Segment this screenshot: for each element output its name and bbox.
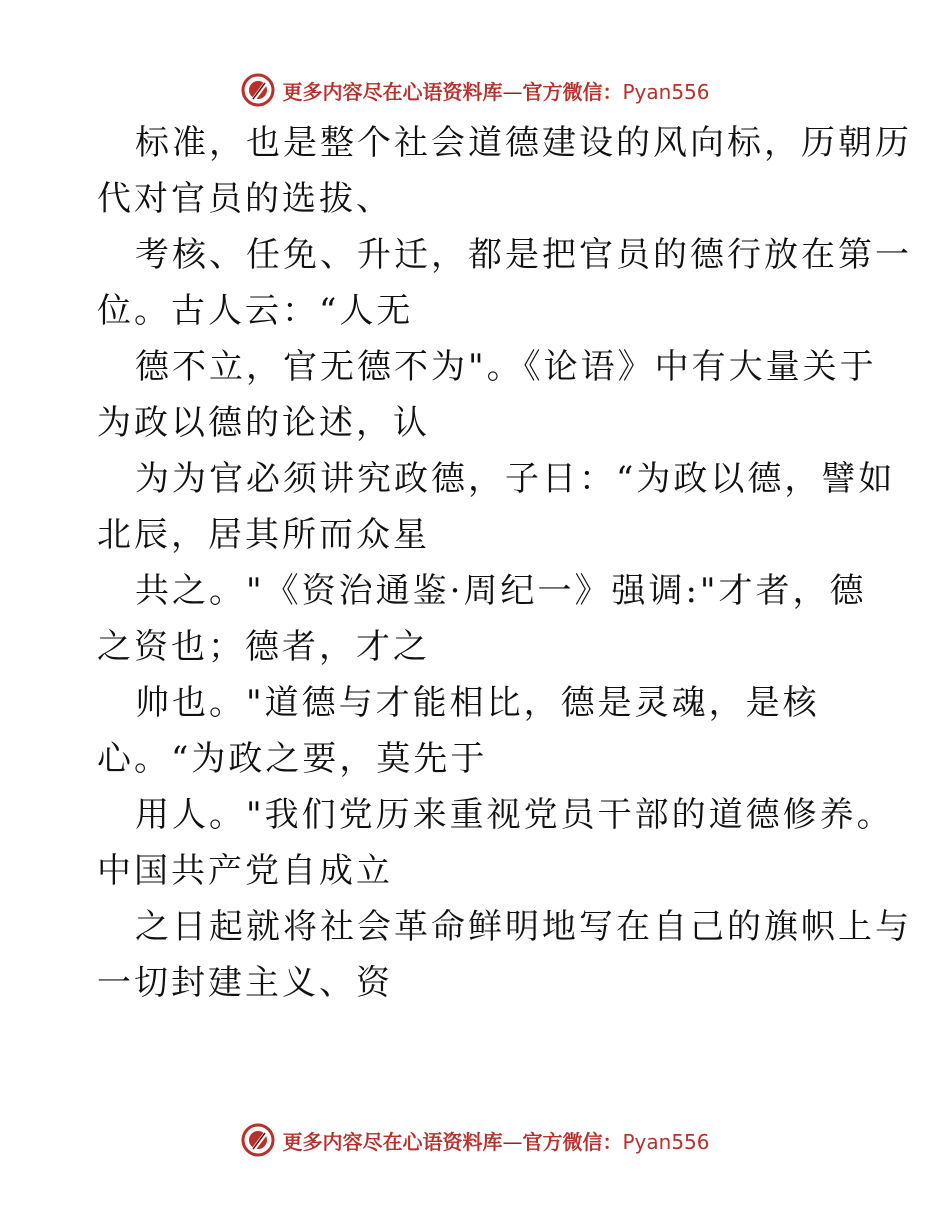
footer-watermark bbox=[0, 1120, 950, 1160]
text-line: 一切封建主义、资 bbox=[97, 963, 393, 1003]
watermark-brand: 更多内容尽在心语资料库 bbox=[282, 79, 503, 104]
watermark-wechat-label: 官方微信： bbox=[522, 79, 623, 104]
watermark-separator: — bbox=[502, 1129, 523, 1154]
watermark-wechat-id: Pyan556 bbox=[622, 1129, 710, 1154]
text-line: 位。古人云：“人无 bbox=[97, 291, 414, 331]
text-line: 之日起就将社会革命鲜明地写在自己的旗帜上与 bbox=[135, 907, 912, 947]
text-line: 帅也。"道德与才能相比，德是灵魂，是核 bbox=[135, 683, 820, 723]
text-line: 考核、任免、升迁，都是把官员的德行放在第一 bbox=[135, 235, 912, 275]
text-line: 之资也；德者，才之 bbox=[97, 627, 430, 667]
watermark-brand: 更多内容尽在心语资料库 bbox=[282, 1129, 503, 1154]
document-body bbox=[97, 122, 912, 1018]
text-line: 中国共产党自成立 bbox=[97, 851, 393, 891]
watermark-wechat-id: Pyan556 bbox=[622, 79, 710, 104]
header-watermark bbox=[0, 70, 950, 110]
text-line: 心。“为政之要，莫先于 bbox=[97, 739, 488, 779]
text-line: 代对官员的选拔、 bbox=[97, 179, 393, 219]
watermark-separator: — bbox=[502, 79, 523, 104]
text-line: 北辰，居其所而众星 bbox=[97, 515, 430, 555]
pen-logo-icon bbox=[240, 1122, 276, 1158]
text-line: 为为官必须讲究政德，子日：“为政以德，譬如 bbox=[135, 459, 896, 499]
text-line: 用人。"我们党历来重视党员干部的道德修养。 bbox=[135, 795, 894, 835]
text-line: 标准，也是整个社会道德建设的风向标，历朝历 bbox=[135, 123, 912, 163]
text-line: 德不立，官无德不为"。《论语》中有大量关于 bbox=[135, 347, 877, 387]
text-line: 为政以德的论述，认 bbox=[97, 403, 430, 443]
watermark-wechat-label: 官方微信： bbox=[522, 1129, 623, 1154]
text-line: 共之。"《资治通鉴·周纪一》强调:"才者，德 bbox=[135, 571, 867, 611]
pen-logo-icon bbox=[240, 72, 276, 108]
